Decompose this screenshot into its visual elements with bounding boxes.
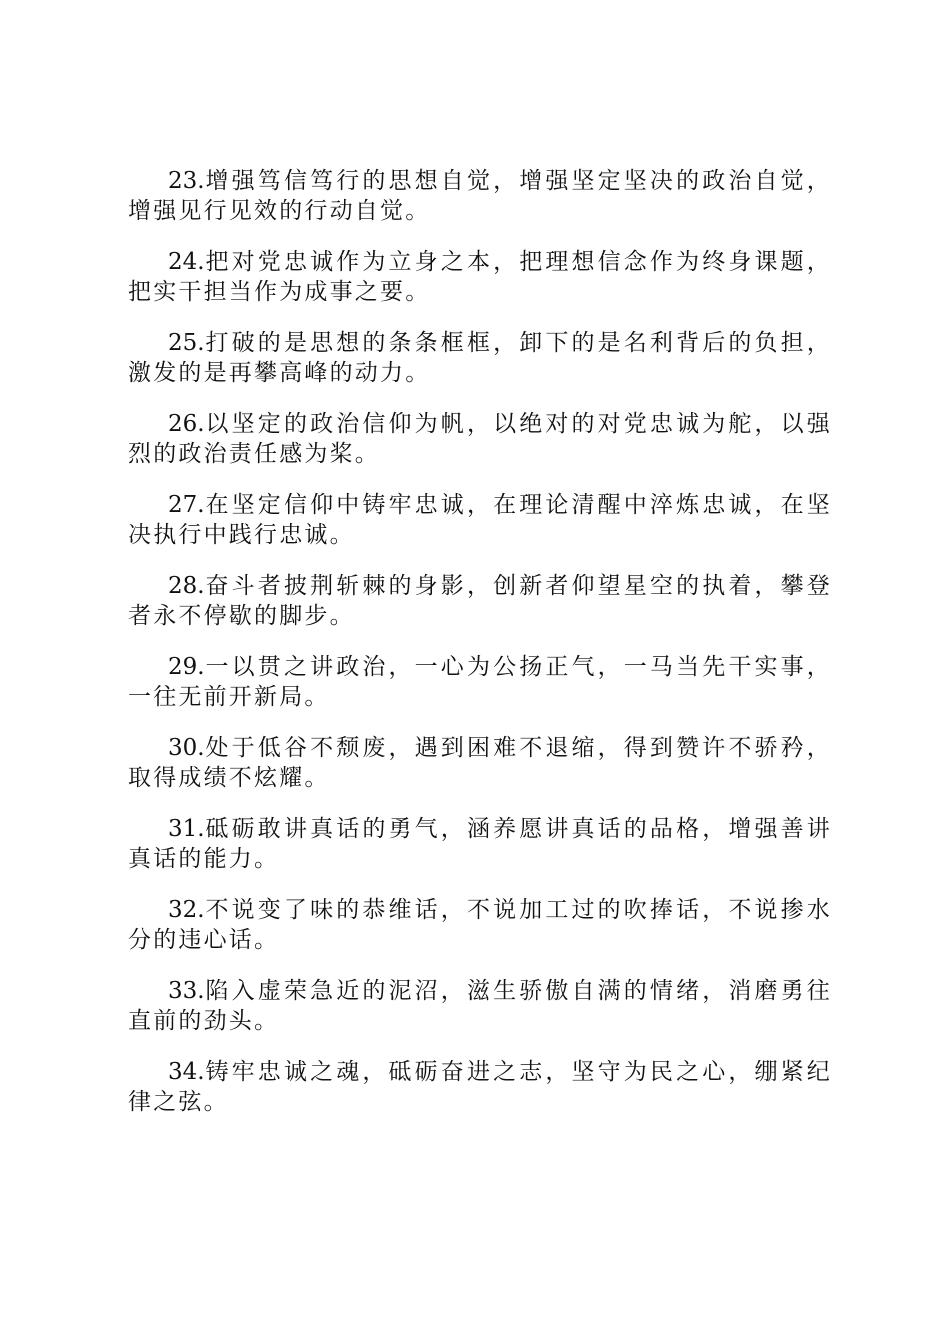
- paragraph-number: 34.: [168, 1059, 205, 1085]
- paragraph-26: [128, 409, 832, 469]
- paragraph-number: 28.: [168, 573, 205, 599]
- paragraph-28: [128, 571, 832, 631]
- paragraph-number: 27.: [168, 492, 205, 518]
- paragraph-33: [128, 976, 832, 1036]
- paragraph-23: [128, 166, 832, 226]
- paragraph-31: [128, 814, 832, 874]
- paragraph-text: 在坚定信仰中铸牢忠诚，在理论清醒中淬炼忠诚，在坚决执行中践行忠诚。: [128, 492, 832, 548]
- paragraph-text: 铸牢忠诚之魂，砥砺奋进之志，坚守为民之心，绷紧纪律之弦。: [128, 1059, 832, 1115]
- paragraph-text: 处于低谷不颓废，遇到困难不退缩，得到赞许不骄矜，取得成绩不炫耀。: [128, 735, 832, 791]
- paragraph-34: [128, 1057, 832, 1117]
- paragraph-text: 一以贯之讲政治，一心为公扬正气，一马当先干实事，一往无前开新局。: [128, 654, 832, 710]
- paragraph-text: 增强笃信笃行的思想自觉，增强坚定坚决的政治自觉，增强见行见效的行动自觉。: [128, 168, 832, 224]
- paragraph-number: 24.: [168, 249, 205, 275]
- paragraph-number: 23.: [168, 168, 205, 194]
- paragraph-number: 31.: [168, 816, 205, 842]
- paragraph-30: [128, 733, 832, 793]
- paragraph-text: 打破的是思想的条条框框，卸下的是名利背后的负担，激发的是再攀高峰的动力。: [128, 330, 832, 386]
- paragraph-number: 32.: [168, 897, 205, 923]
- paragraph-27: [128, 490, 832, 550]
- paragraph-text: 不说变了味的恭维话，不说加工过的吹捧话，不说掺水分的违心话。: [128, 897, 832, 953]
- paragraph-24: [128, 247, 832, 307]
- paragraph-number: 29.: [168, 654, 205, 680]
- paragraph-number: 33.: [168, 978, 205, 1004]
- paragraph-number: 25.: [168, 330, 205, 356]
- paragraph-text: 把对党忠诚作为立身之本，把理想信念作为终身课题，把实干担当作为成事之要。: [128, 249, 832, 305]
- paragraph-32: [128, 895, 832, 955]
- paragraph-29: [128, 652, 832, 712]
- paragraph-text: 砥砺敢讲真话的勇气，涵养愿讲真话的品格，增强善讲真话的能力。: [128, 816, 832, 872]
- paragraph-number: 26.: [168, 411, 205, 437]
- paragraph-25: [128, 328, 832, 388]
- paragraph-number: 30.: [168, 735, 205, 761]
- document-body: [128, 166, 832, 1138]
- paragraph-text: 陷入虚荣急近的泥沼，滋生骄傲自满的情绪，消磨勇往直前的劲头。: [128, 978, 832, 1034]
- paragraph-text: 以坚定的政治信仰为帆，以绝对的对党忠诚为舵，以强烈的政治责任感为桨。: [128, 411, 832, 467]
- paragraph-text: 奋斗者披荆斩棘的身影，创新者仰望星空的执着，攀登者永不停歇的脚步。: [128, 573, 832, 629]
